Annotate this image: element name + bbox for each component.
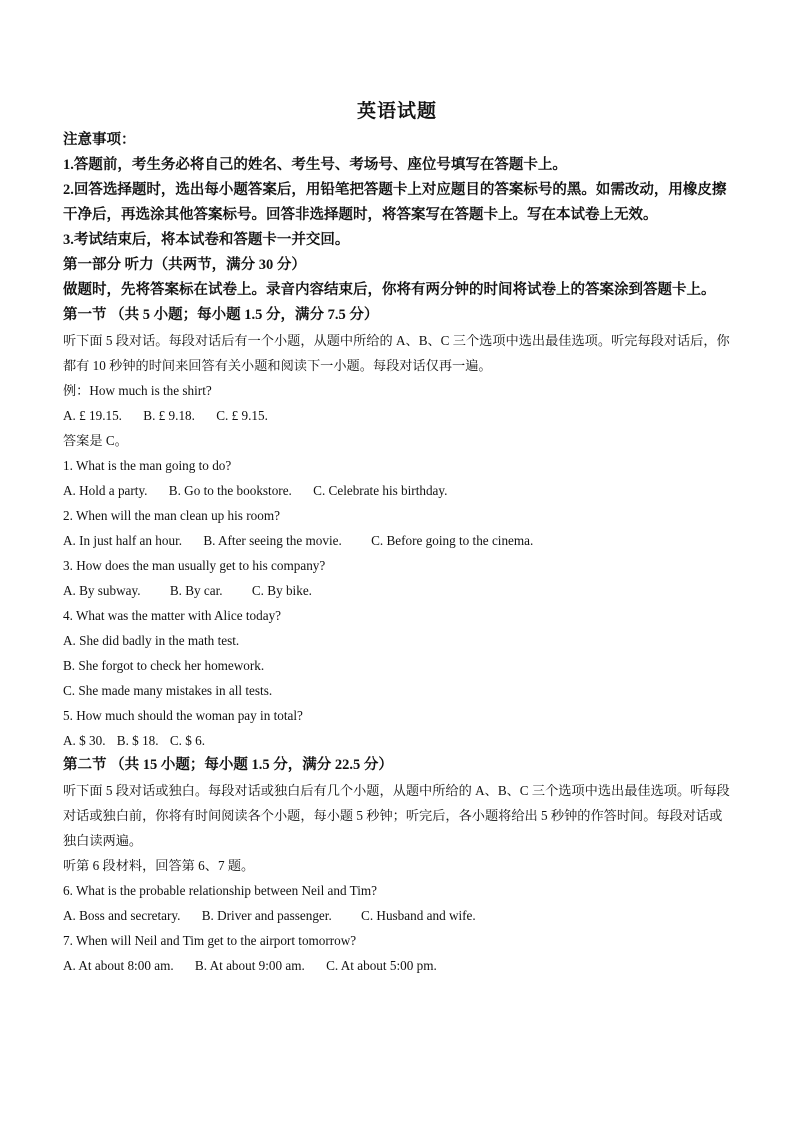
q1-option-a: A. Hold a party. — [63, 483, 148, 498]
question-7: 7. When will Neil and Tim get to the airport tomorrow? — [63, 933, 357, 948]
part1-instruction: 做题时，先将答案标在试卷上。录音内容结束后，你将有两分钟的时间将试卷上的答案涂到答题卡上。 — [63, 282, 716, 298]
notice-heading: 注意事项： — [63, 132, 136, 148]
section1-heading: 第一节 （共 5 小题；每小题 1.5 分，满分 7.5 分） — [63, 307, 379, 323]
section2-material: 听第 6 段材料，回答第 6、7 题。 — [63, 858, 255, 873]
notice-item-1: 1.答题前，考生务必将自己的姓名、考生号、考场号、座位号填写在答题卡上。 — [63, 157, 567, 173]
q2-option-c: C. Before going to the cinema. — [371, 533, 534, 548]
section1-instruction: 听下面 5 段对话。每段对话后有一个小题，从题中所给的 A、B、C 三个选项中选出最佳选项。听完每段对话后，你都有 10 秒钟的时间来回答有关小题和阅读下一小题。每段对话仅再一遍。 — [63, 333, 730, 373]
q6-option-c: C. Husband and wife. — [361, 908, 476, 923]
question-5: 5. How much should the woman pay in total? — [63, 708, 303, 723]
q6-option-b: B. Driver and passenger. — [201, 908, 332, 923]
question-6: 6. What is the probable relationship between Neil and Tim? — [63, 883, 377, 898]
example-option-b: B. £ 9.18. — [143, 408, 195, 423]
q5-option-b: B. $ 18. — [116, 733, 159, 748]
q7-option-b: B. At about 9:00 am. — [194, 958, 305, 973]
example-option-a: A. £ 19.15. — [63, 408, 122, 423]
q7-option-a: A. At about 8:00 am. — [63, 958, 174, 973]
example-option-c: C. £ 9.15. — [216, 408, 268, 423]
question-3: 3. How does the man usually get to his company? — [63, 558, 326, 573]
q5-option-a: A. $ 30. — [63, 733, 106, 748]
exam-body — [63, 128, 731, 978]
q3-option-c: C. By bike. — [251, 583, 312, 598]
question-2-options — [63, 528, 731, 553]
section2-instruction: 听下面 5 段对话或独白。每段对话或独白后有几个小题，从题中所给的 A、B、C 三个选项中选出最佳选项。听每段对话或独白前，你将有时间阅读各个小题，每小题 5 秒钟；听完后，各小题将给出 5 秒钟的作答时间。每段对话或独白读两遍。 — [63, 783, 730, 848]
question-7-options — [63, 953, 731, 978]
q4-option-a: A. She did badly in the math test. — [63, 633, 240, 648]
notice-item-3: 3.考试结束后，将本试卷和答题卡一并交回。 — [63, 232, 350, 248]
question-1: 1. What is the man going to do? — [63, 458, 232, 473]
q3-option-a: A. By subway. — [63, 583, 141, 598]
q4-option-c: C. She made many mistakes in all tests. — [63, 683, 273, 698]
example-options — [63, 403, 731, 428]
q1-option-c: C. Celebrate his birthday. — [313, 483, 448, 498]
question-5-options — [63, 728, 731, 753]
page-title: 英语试题 — [356, 101, 437, 122]
question-3-options — [63, 578, 731, 603]
example-question: 例：How much is the shirt? — [63, 383, 212, 398]
q6-option-a: A. Boss and secretary. — [63, 908, 181, 923]
notice-item-2: 2.回答选择题时，选出每小题答案后，用铅笔把答题卡上对应题目的答案标号的黑。如需改动，用橡皮擦干净后，再选涂其他答案标号。回答非选择题时，将答案写在答题卡上。写在本试卷上无效。 — [63, 182, 727, 223]
part1-heading: 第一部分 听力（共两节，满分 30 分） — [63, 257, 306, 273]
example-answer: 答案是 C。 — [63, 433, 128, 448]
q3-option-b: B. By car. — [169, 583, 223, 598]
q2-option-a: A. In just half an hour. — [63, 533, 183, 548]
question-4: 4. What was the matter with Alice today? — [63, 608, 282, 623]
q4-option-b: B. She forgot to check her homework. — [63, 658, 265, 673]
question-6-options — [63, 903, 731, 928]
question-1-options — [63, 478, 731, 503]
q7-option-c: C. At about 5:00 pm. — [326, 958, 437, 973]
q2-option-b: B. After seeing the movie. — [203, 533, 342, 548]
section2-heading: 第二节 （共 15 小题；每小题 1.5 分，满分 22.5 分） — [63, 757, 393, 773]
question-2: 2. When will the man clean up his room? — [63, 508, 280, 523]
q5-option-c: C. $ 6. — [169, 733, 206, 748]
q1-option-b: B. Go to the bookstore. — [168, 483, 292, 498]
